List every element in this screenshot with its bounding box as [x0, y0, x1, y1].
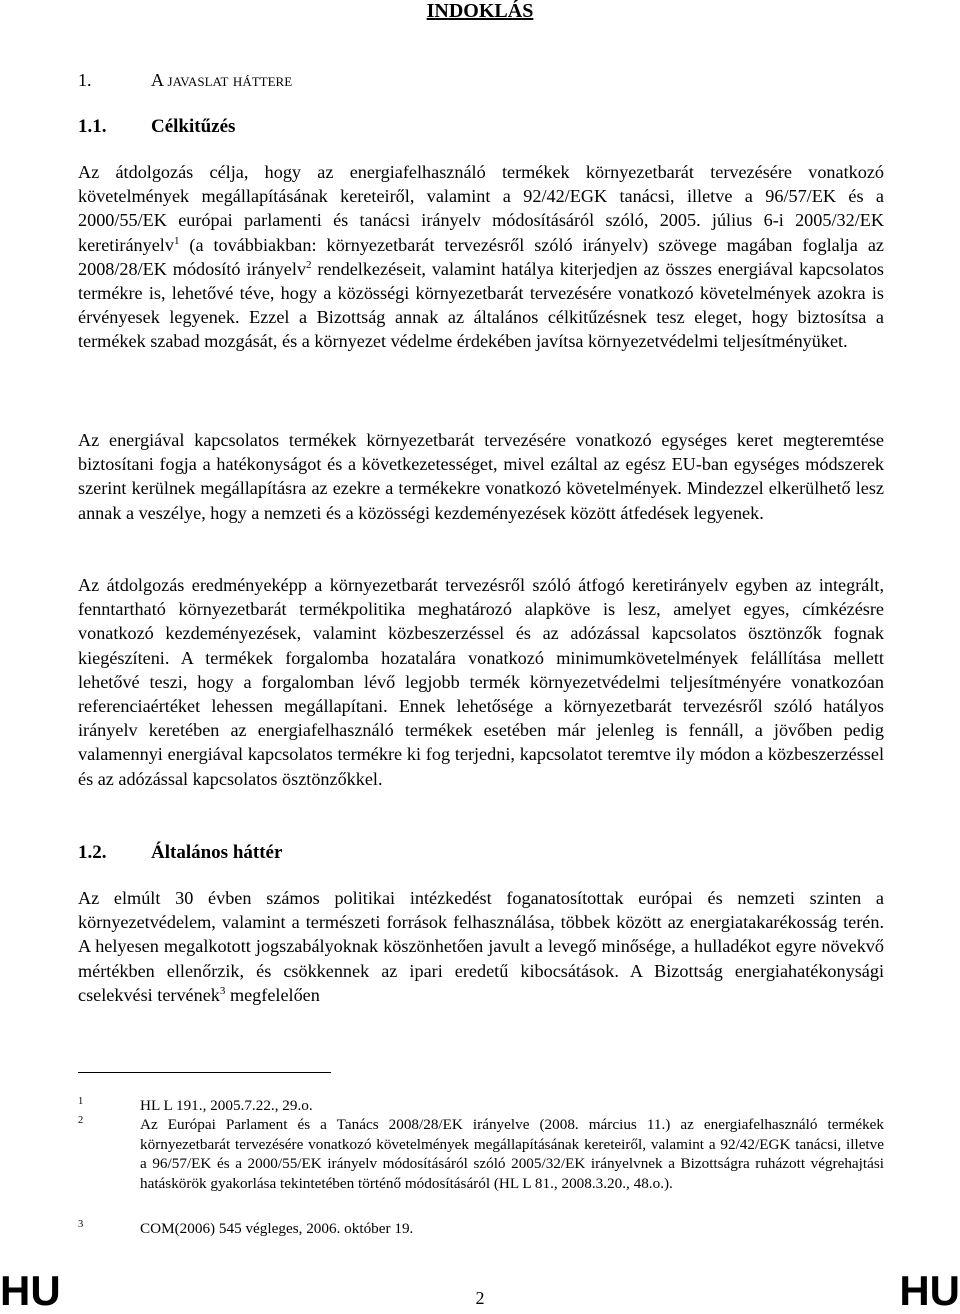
footnote-text: COM(2006) 545 végleges, 2006. október 19. [140, 1220, 414, 1237]
paragraph-objective [78, 160, 884, 354]
paragraph-text: Az átdolgozás célja, hogy az energiafelhasználó termékek környezetbarát tervezésére vonatkozó követelmények megállapításának kereteiről, valamint a 92/42/EGK tanácsi, illetve a 96/57/EK és a 2000/55/EK európai parlamenti és tanácsi irányelv módosításáról szóló, 2005. július 6-i 2005/32/EK keretirányelv [78, 162, 884, 255]
footer-language-right: HU [899, 1267, 960, 1314]
document-title: INDOKLÁS [426, 0, 534, 22]
paragraph-framework: Az energiával kapcsolatos termékek környezetbarát tervezésére vonatkozó egységes keret megteremtése biztosítani fogja a hatékonyságot és a következetességet, mivel ezáltal az egész EU-ban egységes módszerek szerint kerülnek megállapításra az ezekre a termékekre vonatkozó követelmények. Mindezzel elkerülhető lesz annak a veszélye, hogy a nemzeti és a közösségi kezdeményezések között átfedések legyenek. [78, 430, 884, 523]
section-title: Célkitűzés [151, 116, 236, 137]
section-title: A javaslat háttere [151, 70, 293, 90]
section-number: 1.1. [78, 116, 107, 137]
section-heading-1 [78, 70, 292, 91]
footnote-text: HL L 191., 2005.7.22., 29.o. [140, 1097, 313, 1114]
section-number: 1. [78, 70, 92, 90]
footnote-ref[interactable]: 2 [306, 258, 312, 271]
footnote [78, 1219, 884, 1239]
paragraph-result: Az átdolgozás eredményeképp a környezetbarát tervezésről szóló átfogó keretirányelv egyben az integrált, fenntartható környezetbarát termékpolitika meghatározó alapköve is lesz, amelyet egyes, címkézésre vonatkozó kezdeményezések, valamint közbeszerzéssel és az adózással kapcsolatos ösztönzők fognak kiegészíteni. A termékek forgalomba hozatalára vonatkozó minimumkövetelmények felállítása mellett lehetővé teszi, hogy a forgalomban lévő legjobb termék környezetvédelmi teljesítményére vonatkozóan referenciaértéket lehessen megállapítani. Ennek lehetősége a környezetbarát tervezésről szóló hatályos irányelv keretében az energiafelhasználó termékek esetében már jelenleg is fennáll, a jövőben pedig valamennyi energiával kapcsolatos termékre ki fog terjedni, kapcsolatot teremtve ily módon a közbeszerzéssel és az adózással kapcsolatos ösztönzőkkel. [78, 575, 884, 789]
footnote-ref[interactable]: 1 [173, 234, 180, 247]
footnote-number: 2 [78, 1115, 84, 1126]
paragraph-text: Az elmúlt 30 évben számos politikai intézkedést foganatosítottak európai és nemzeti szinten a környezetvédelem, valamint a természeti források felhasználása, többek között az energiatakarékosság terén. A helyesen megalkotott jogszabályoknak köszönhetően javult a levegő minősége, a hulladékot egyre növekvő mértékben ellenőrzik, és csökkennek az ipari eredetű kibocsátások. A Bizottság energiahatékonysági cselekvési tervének [78, 888, 884, 1005]
footnote-ref[interactable]: 3 [219, 984, 226, 997]
footer-language-left: HU [0, 1267, 61, 1314]
paragraph-background [78, 886, 884, 1007]
paragraph-text: (a továbbiakban: környezetbarát tervezésről szóló irányelv) szövege magában foglalja az 2008/28/EK módosító irányelv [78, 234, 884, 279]
section-heading-1-2 [78, 842, 282, 864]
footnote-text: Az Európai Parlament és a Tanács 2008/28/EK irányelve (2008. március 11.) az energiafelhasználó termékek környezetbarát tervezésére vonatkozó követelmények megállapításának kereteiről, valamint a 92/42/EGK tanácsi, illetve a 96/57/EK és a 2000/55/EK irányelv módosításáról szóló 2005/32/EK irányelvnek a Bizottságra ruházott végrehajtási hatáskörök gyakorlása tekintetében történő módosításáról (HL L 81., 2008.3.20., 48.o.). [140, 1116, 884, 1192]
section-heading-1-1 [78, 116, 235, 138]
paragraph-text: megfelelően [225, 984, 320, 1005]
paragraph-text: rendelkezéseit, valamint hatálya kiterjedjen az összes energiával kapcsolatos termékre is, lehetővé téve, hogy a közösségi környezetbarát tervezésére vonatkozó követelmények azokra is érvényesek legyenek. Ezzel a Bizottság annak az általános célkitűzésnek tesz eleget, hogy biztosítsa a termékek szabad mozgását, és a környezet védelme érdekében javítsa környezetvédelmi teljesítményüket. [78, 258, 884, 352]
section-number: 1.2. [78, 842, 107, 863]
section-title: Általános háttér [151, 842, 283, 863]
footnote-number: 1 [78, 1096, 84, 1107]
footnote-separator [78, 1072, 331, 1073]
page-number: 2 [475, 1288, 485, 1308]
footnote [78, 1096, 884, 1116]
footnote [78, 1115, 884, 1193]
footnote-number: 3 [78, 1219, 84, 1230]
